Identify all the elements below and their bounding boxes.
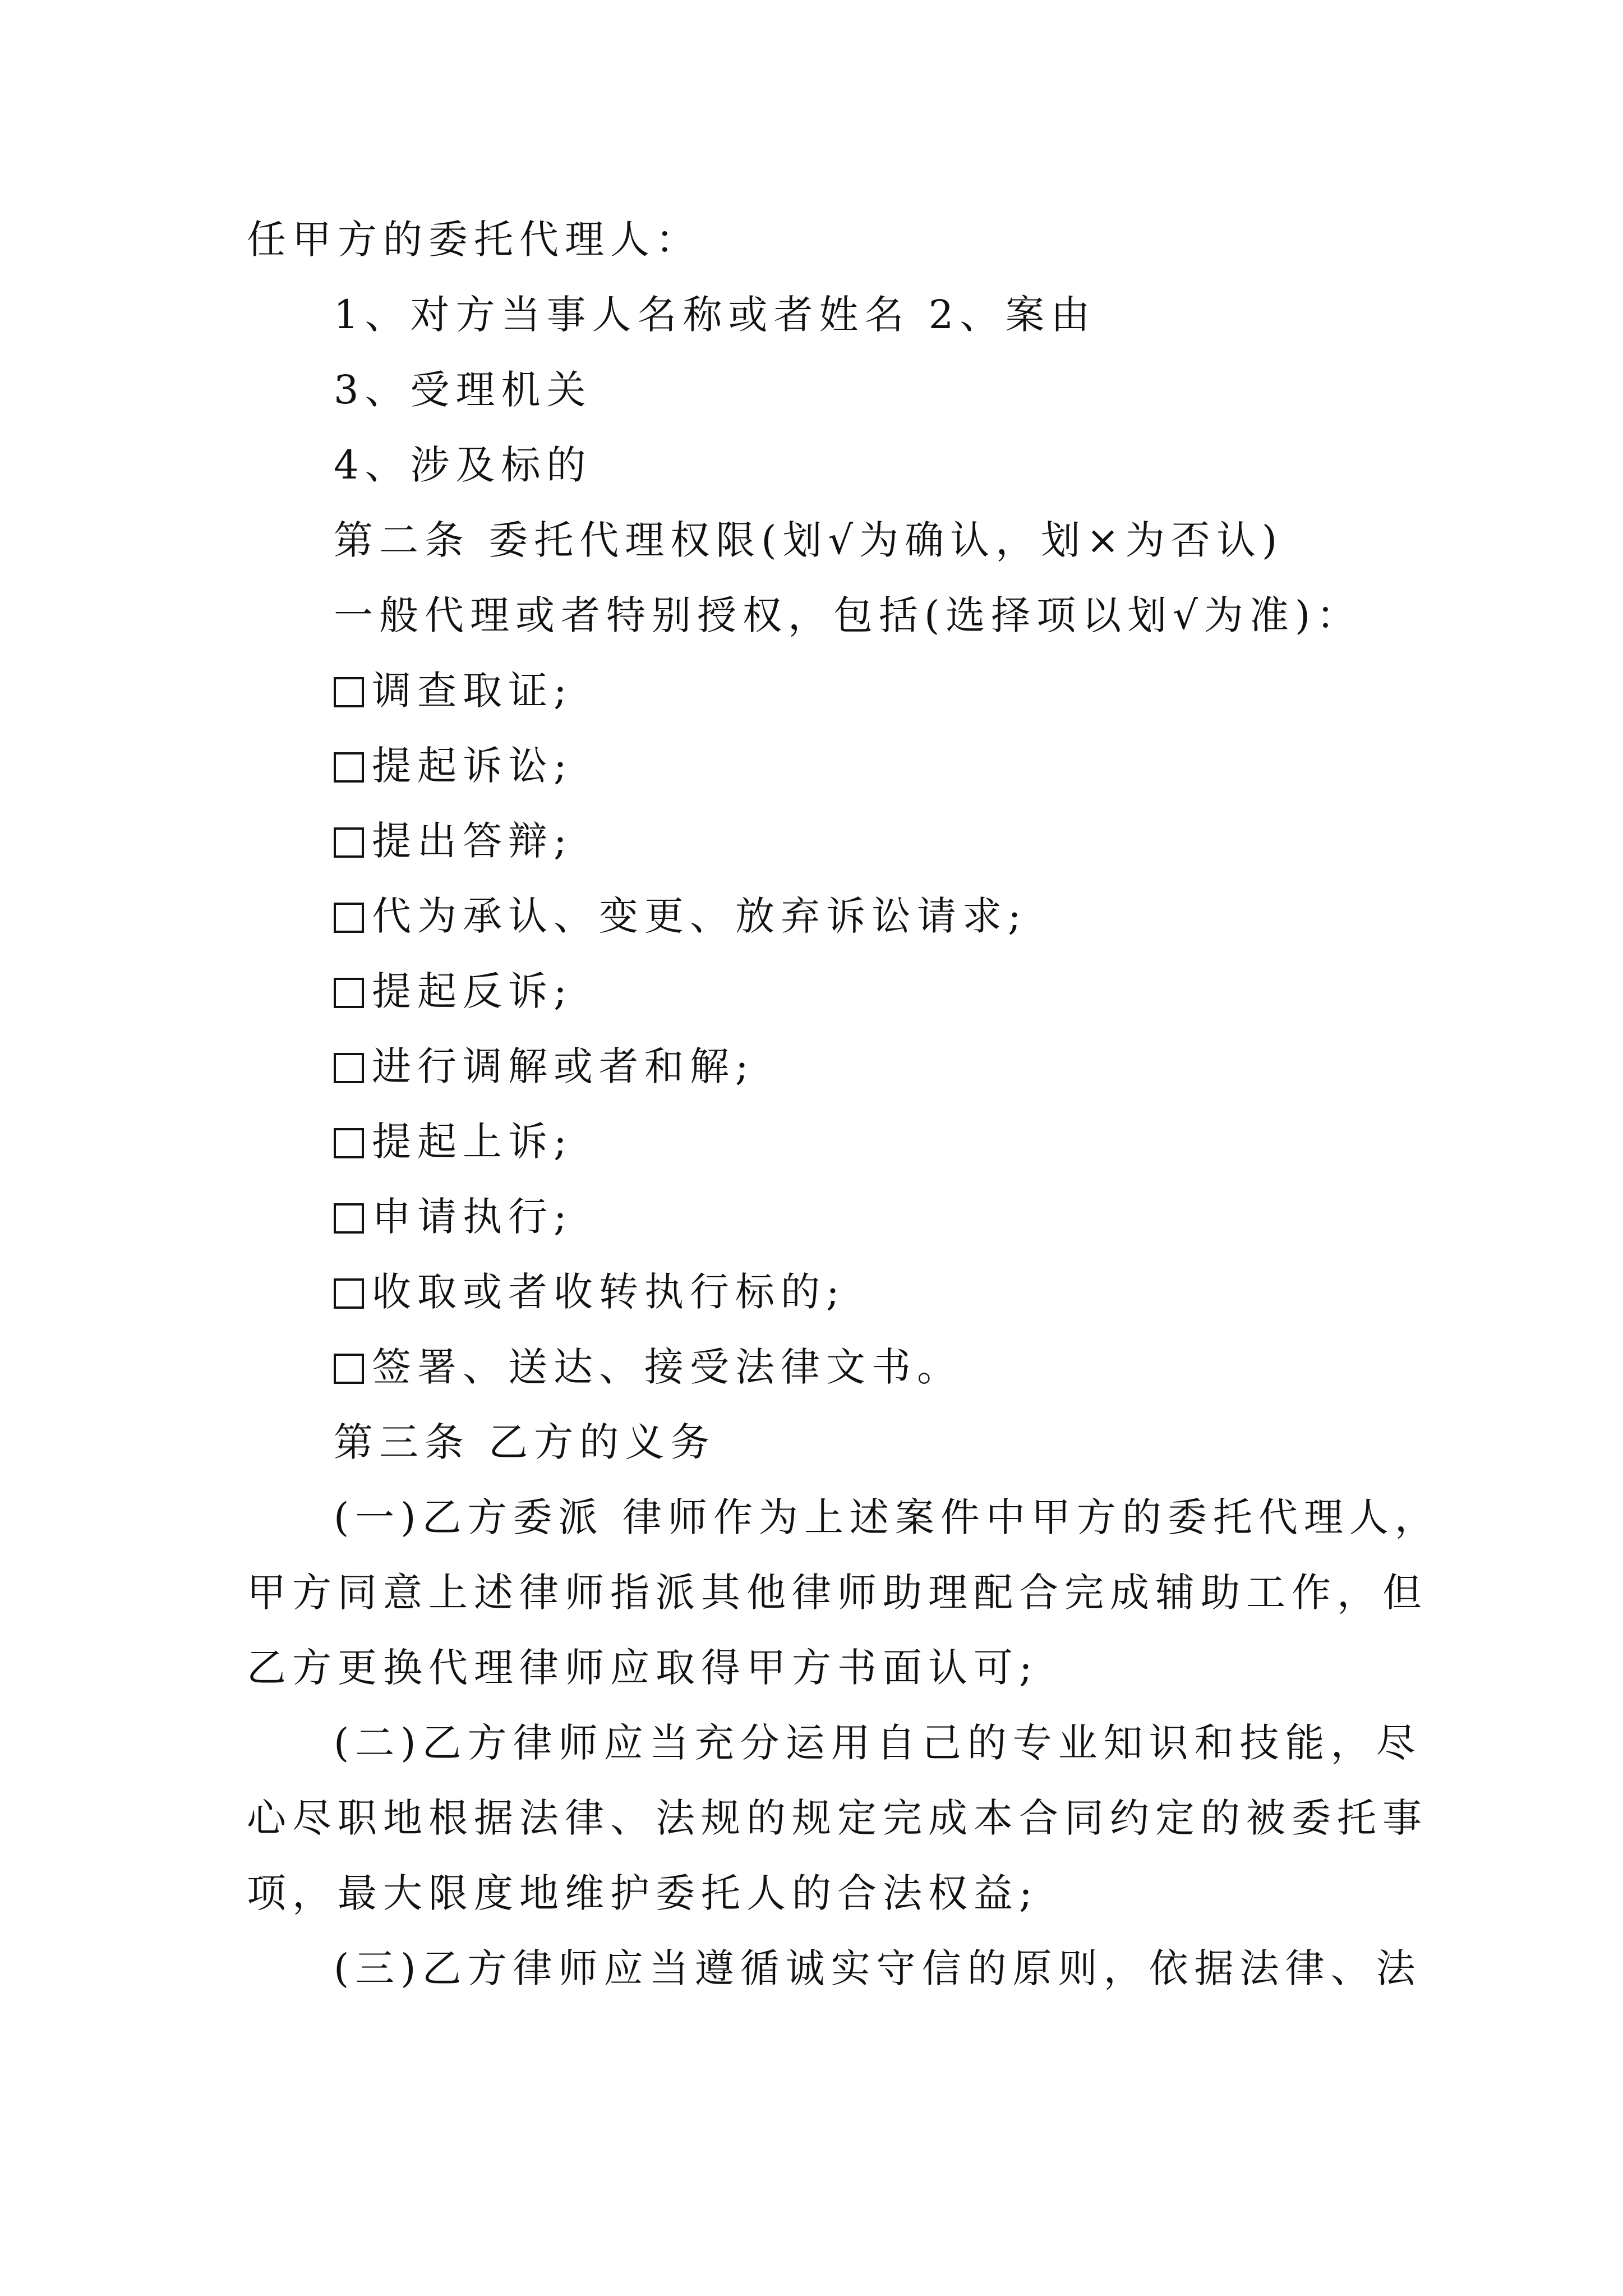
option-label: 调查取证;	[372, 668, 573, 714]
option-label: 进行调解或者和解;	[372, 1043, 755, 1089]
checkbox[interactable]	[334, 1203, 364, 1234]
case-item-4: 4、涉及标的	[334, 442, 592, 488]
case-item-1: 1、对方当事人名称或者姓名 2、案由	[334, 292, 1096, 338]
clause2-line-1: (二)乙方律师应当充分运用自己的专业知识和技能，尽	[334, 1720, 1422, 1766]
case-item-3: 3、受理机关	[334, 367, 592, 413]
clause1-line-2: 甲方同意上述律师指派其他律师助理配合完成辅助工作，但	[247, 1570, 1428, 1616]
option-counterclaim	[334, 966, 573, 1016]
option-claims	[334, 891, 1027, 941]
checkbox[interactable]	[334, 1128, 364, 1158]
option-label: 签署、送达、接受法律文书。	[372, 1344, 962, 1390]
checkbox[interactable]	[334, 978, 364, 1008]
clause2-line-2: 心尽职地根据法律、法规的规定完成本合同约定的被委托事	[247, 1795, 1428, 1841]
article3-heading: 第三条 乙方的义务	[334, 1419, 716, 1465]
checkbox[interactable]	[334, 1354, 364, 1384]
option-label: 提出答辩;	[372, 818, 573, 864]
option-label: 提起反诉;	[372, 968, 573, 1014]
article2-heading: 第二条 委托代理权限(划√为确认，划×为否认)	[334, 517, 1284, 563]
intro-line: 任甲方的委托代理人：	[247, 217, 701, 263]
option-label: 收取或者收转执行标的;	[372, 1269, 846, 1315]
option-label: 提起上诉;	[372, 1119, 573, 1165]
clause3-line-1: (三)乙方律师应当遵循诚实守信的原则，依据法律、法	[334, 1945, 1422, 1991]
checkbox[interactable]	[334, 1053, 364, 1083]
clause1-line-1: (一)乙方委派 律师作为上述案件中甲方的委托代理人，	[334, 1494, 1440, 1540]
option-collect	[334, 1267, 846, 1317]
clause1-line-3: 乙方更换代理律师应取得甲方书面认可;	[247, 1645, 1039, 1691]
option-appeal	[334, 1116, 573, 1167]
option-defense	[334, 816, 573, 866]
option-label: 代为承认、变更、放弃诉讼请求;	[372, 893, 1027, 939]
checkbox[interactable]	[334, 1278, 364, 1309]
checkbox[interactable]	[334, 677, 364, 707]
option-enforcement	[334, 1191, 573, 1242]
article2-subheading: 一般代理或者特别授权，包括(选择项以划√为准)：	[334, 592, 1362, 638]
checkbox[interactable]	[334, 903, 364, 933]
option-label: 提起诉讼;	[372, 743, 573, 789]
option-label: 申请执行;	[372, 1194, 573, 1240]
option-documents	[334, 1342, 962, 1392]
checkbox[interactable]	[334, 752, 364, 783]
option-mediation	[334, 1041, 755, 1092]
option-investigate	[334, 665, 573, 716]
clause2-line-3: 项，最大限度地维护委托人的合法权益;	[247, 1870, 1039, 1916]
option-file-suit	[334, 740, 573, 791]
checkbox[interactable]	[334, 827, 364, 858]
